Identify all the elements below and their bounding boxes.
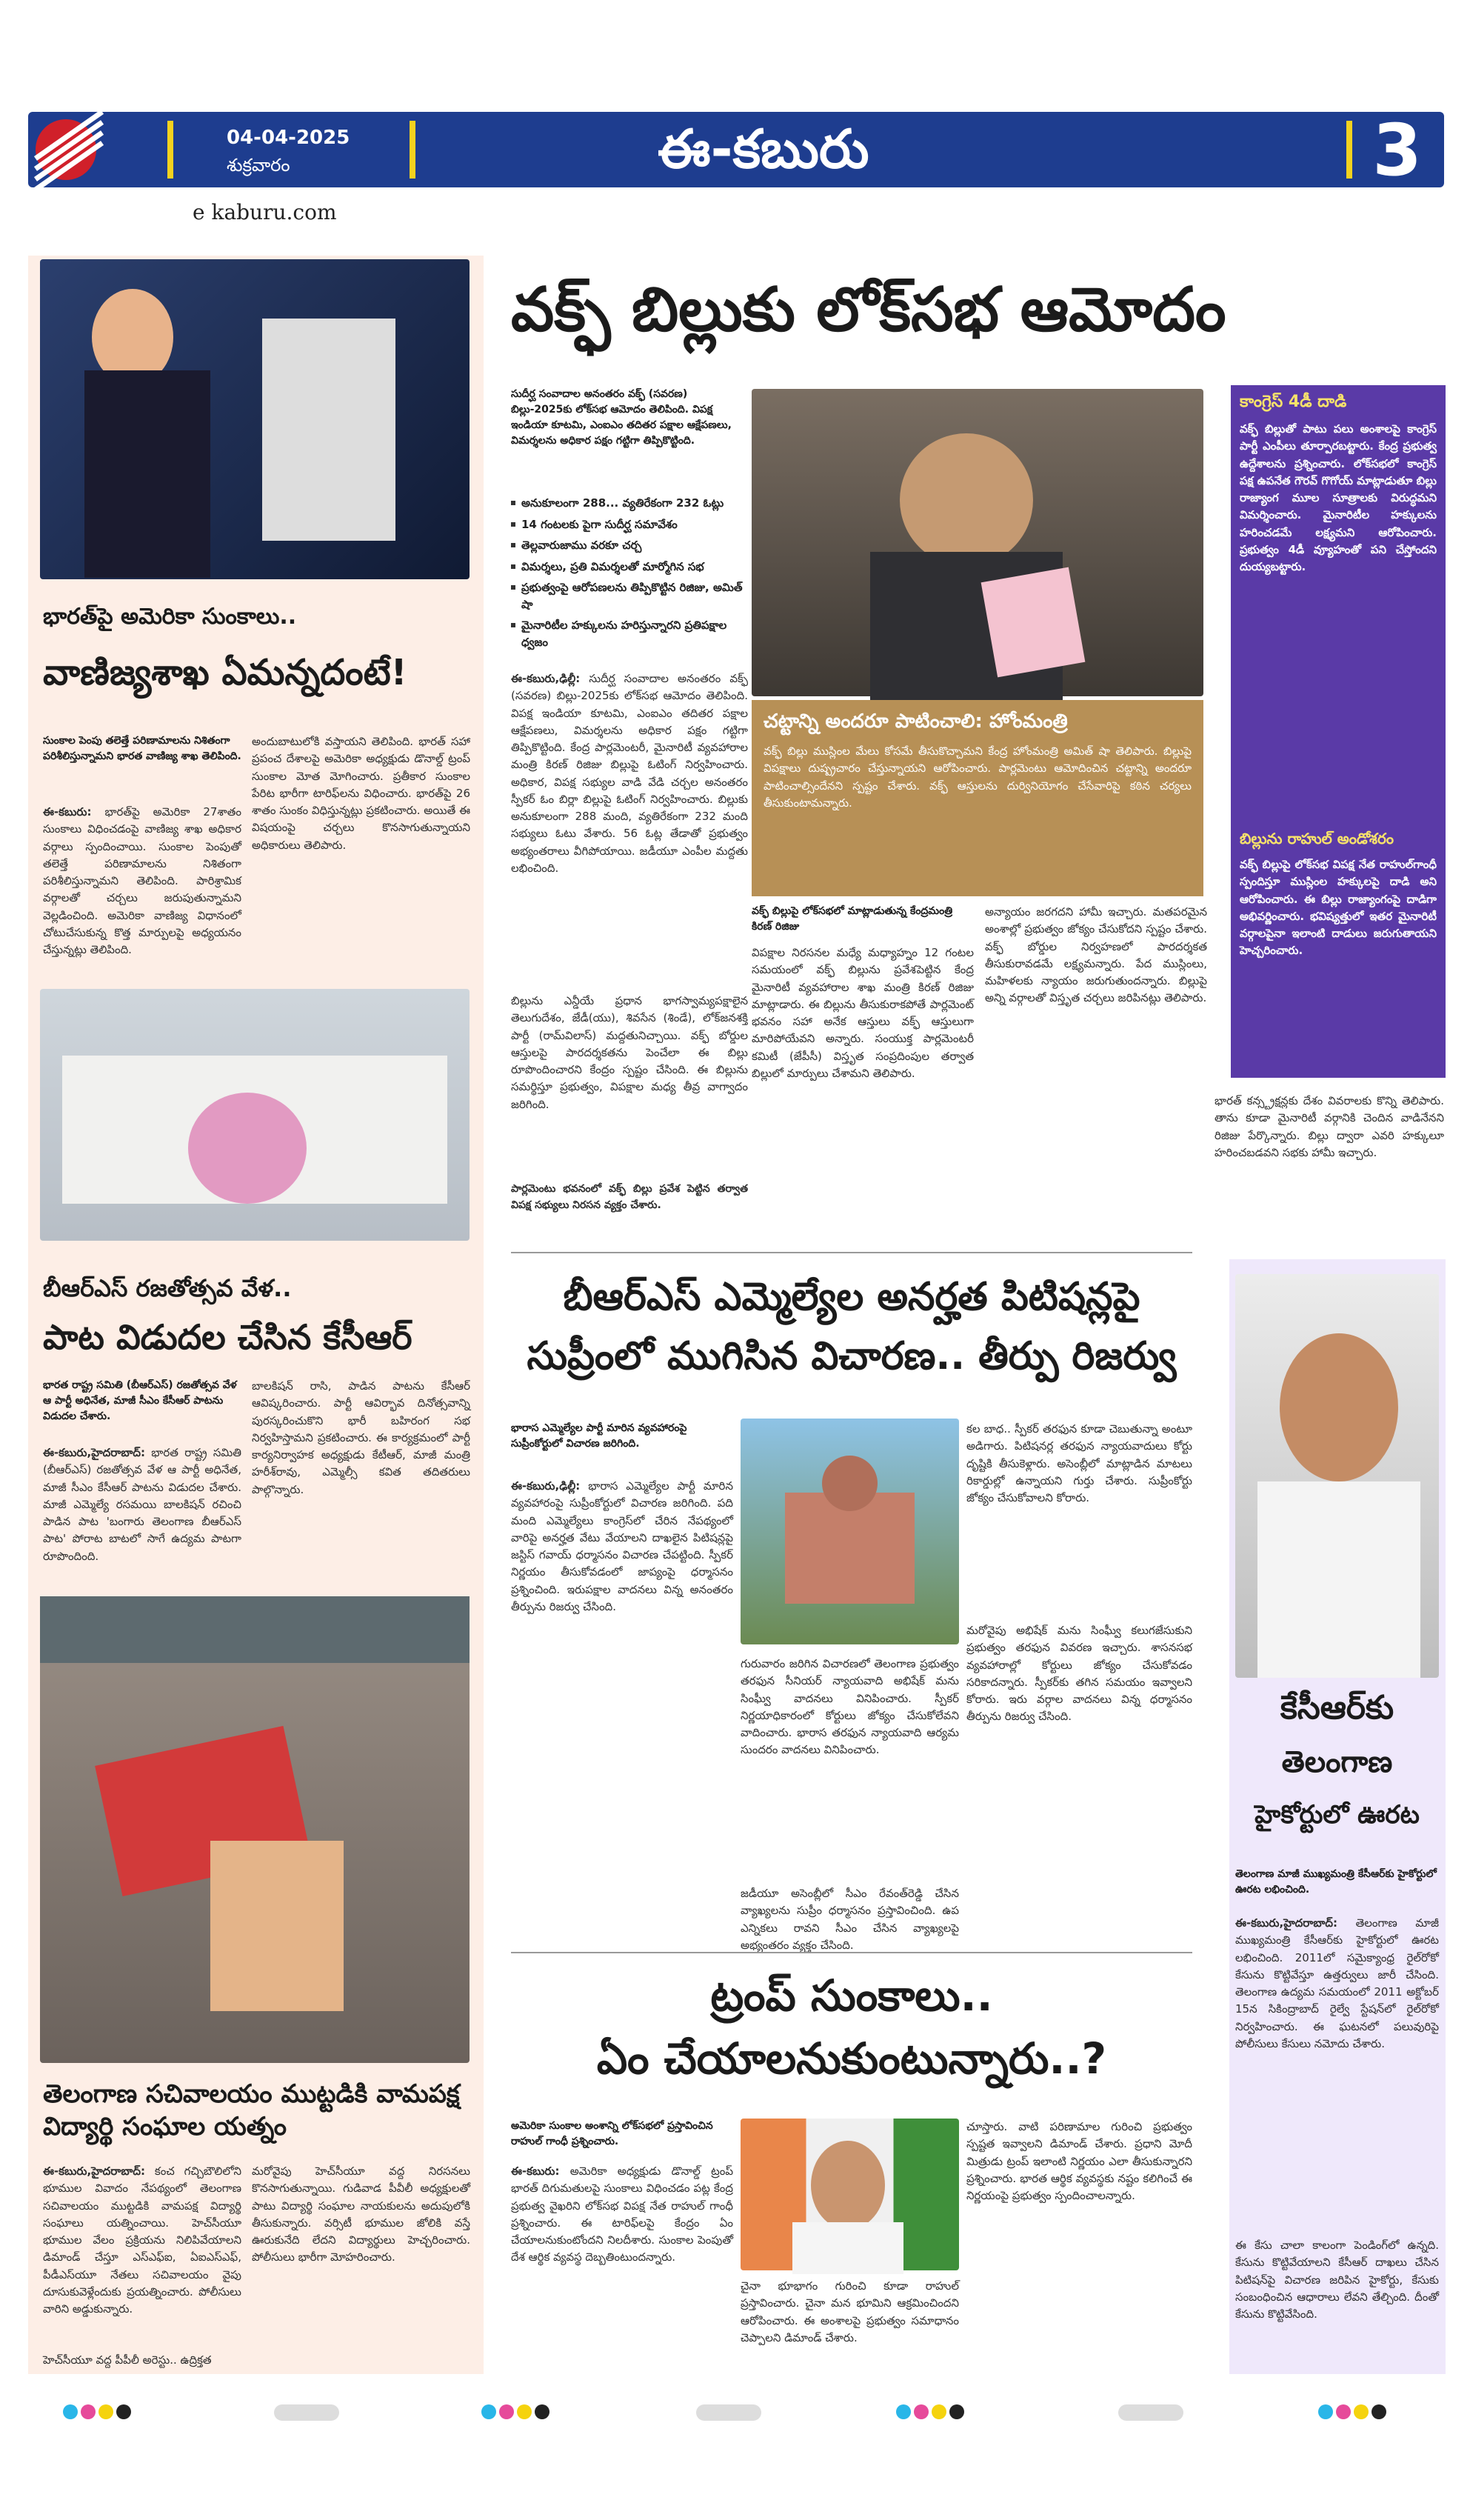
trump-body2: అందుబాటులోకి వస్తాయని తెలిపింది. భారత్ సహా ప్రపంచ దేశాలపై అమెరికా అధ్యక్షుడు డొనాల్డ్ ట్రంప్ సుంకాల మోత మోగించారు. ప్రతీకార సుంకాల పేరిట భారీగా టారిఫ్‌లను విధించారు. భారత్‌పై 26 శాతం సుంకం విధిస్తున్నట్లు ప్రకటించారు. అయితే ఈ విషయంపై చర్చలు కొనసాగుతున్నాయని అధికారులు తెలిపారు. xyxy=(252,735,470,852)
grey-bar xyxy=(696,2404,761,2421)
divider xyxy=(410,121,415,179)
kcr-song-lead: భారత రాష్ట్ర సమితి (బీఆర్ఎస్) రజతోత్సవ వేళ ఆ పార్టీ అధినేత, మాజీ సీఎం కేసీఆర్ పాటను విడుదల చేశారు. xyxy=(43,1379,237,1422)
secretariat-body: కంచ గచ్చిబౌలిలోని భూముల వివాదం నేపథ్యంలో తెలంగాణ సచివాలయం ముట్టడికి వామపక్ష విద్యార్థి సంఘాలు యత్నించాయి. హెచ్‌సీయూ భూముల వేలం ప్రక్రియను నిలిపివేయాలని డిమాండ్ చేస్తూ ఎస్ఎఫ్ఐ, ఏఐఎస్ఎఫ్, పీడీఎస్‌యూ నేతలు సచివాలయం వైపు దూసుకువెళ్లేందుకు ప్రయత్నించారు. పోలీసులు వారిని అడ్డుకున్నారు. xyxy=(43,2164,241,2316)
waqf-bullets xyxy=(511,495,748,655)
secretariat-byline: ఈ-కబురు,హైదరాబాద్: xyxy=(43,2164,145,2178)
quote-title: చట్టాన్ని అందరూ పాటించాలి: హోంమంత్రి xyxy=(764,710,1068,733)
site-url[interactable]: e kaburu.com xyxy=(193,200,337,224)
secretariat-body3: మరోవైపు హెచ్‌సీయూ వద్ద నిరసనలు కొనసాగుతున్నాయి. గుడివాడ పీవీలీ అధ్యక్షులతో పాటు విద్యార్థి సంఘాల నాయకులను అదుపులోకి తీసుకున్నారు. వర్సిటీ భూముల జోలికి వస్తే ఊరుకునేది లేదని విద్యార్థులు హెచ్చరించారు. పోలీసులు భారీగా మోహరించారు. xyxy=(252,2164,470,2264)
waqf-byline: ఈ-కబురు,ఢిల్లీ: xyxy=(511,672,581,685)
tariff-body3: చైనా భూభాగం గురించి కూడా రాహుల్ ప్రస్తావించారు. చైనా మన భూమిని ఆక్రమించిందని ఆరోపించారు. ఈ అంశాలపై ప్రభుత్వం సమాధానం చెప్పాలని డిమాండ్ చేశారు. xyxy=(741,2279,959,2344)
mla-headline2: సుప్రీంలో ముగిసిన విచారణ.. తీర్పు రిజర్వు xyxy=(527,1334,1177,1379)
tariff-byline: ఈ-కబురు: xyxy=(511,2164,560,2178)
waqf-col3-title: వక్ఫ్ బిల్లుపై లోక్‌సభలో మాట్లాడుతున్న కేంద్రమంత్రి కిరణ్ రిజిజు xyxy=(752,905,953,933)
rahul-photo xyxy=(741,2119,959,2270)
divider xyxy=(167,121,173,179)
trump-kicker: భారత్‌పై అమెరికా సుంకాలు.. xyxy=(43,604,297,630)
quote-box xyxy=(752,700,1203,896)
kcr-hc-headline3: హైకోర్టులో ఊరట xyxy=(1254,1800,1420,1830)
grey-bar xyxy=(274,2404,339,2421)
kcr-song-body: భారత రాష్ట్ర సమితి (బీఆర్ఎస్) రజతోత్సవ వేళ ఆ పార్టీ అధినేత, మాజీ సీఎం కేసీఆర్ పాటను విడుదల చేశారు. మాజీ ఎమ్మెల్యే రసమయి బాలకిషన్ రచించి పాడిన పాట 'బంగారు తెలంగాణ బీఆర్ఎస్ పాట' పోరాట బాటలో సాగే ఉద్యమ పాటగా రూపొందింది. xyxy=(43,1446,241,1563)
waqf-bullet: విమర్శలు, ప్రతి విమర్శలతో మార్మోగిన సభ xyxy=(511,559,748,576)
congress-body2: వక్ఫ్ బిల్లుపై లోక్‌సభ విపక్ష నేత రాహుల్‌గాంధీ స్పందిస్తూ ముస్లింల హక్కులపై దాడి అని ఆరోపించారు. ఈ బిల్లు రాజ్యాంగంపై దాడిగా అభివర్ణించారు. భవిష్యత్తులో ఇతర మైనారిటీ వర్గాలపైనా ఇలాంటి దాడులు జరుగుతాయని హెచ్చరించారు. xyxy=(1240,858,1437,958)
trump-photo xyxy=(40,259,470,579)
congress-box xyxy=(1231,385,1446,1078)
color-bar xyxy=(481,2404,549,2419)
waqf-lead: సుదీర్ఘ సంవాదాల అనంతరం వక్ఫ్ (సవరణ) బిల్లు-2025కు లోక్‌సభ ఆమోదం తెలిపింది. విపక్ష ఇండియా కూటమి, ఎంఐఎం తదితర పక్షాల ఆక్షేపణలు, విమర్శలను అధికార పక్షం గట్టిగా తిప్పికొట్టింది. xyxy=(511,388,732,447)
kcr-song-kicker: బీఆర్ఎస్ రజతోత్సవ వేళ.. xyxy=(43,1274,292,1302)
waqf-body1: సుదీర్ఘ సంవాదాల అనంతరం వక్ఫ్ (సవరణ) బిల్లు-2025కు లోక్‌సభ ఆమోదం తెలిపింది. విపక్ష ఇండియా కూటమి, ఎంఐఎం తదితర పక్షాల ఆక్షేపణలు, విమర్శలను అధికార పక్షం గట్టిగా తిప్పికొట్టింది. కేంద్ర పార్లమెంటరీ, మైనారిటీ వ్యవహారాల మంత్రి కిరణ్ రిజిజు బిల్లుపై ఓటింగ్ నిర్వహించారు. అధికార, విపక్ష సభ్యుల వాడి వేడి చర్చల అనంతరం స్పీకర్ ఓం బిర్లా బిల్లుపై ఓటింగ్ నిర్వహించారు. బిల్లుకు అనుకూలంగా 288 మంది, వ్యతిరేకంగా 232 మంది సభ్యులు ఓటు వేశారు. 56 ఓట్ల తేడాతో ప్రభుత్వం అభ్యంతరాలు వీగిపోయాయి. జడీయూ ఎంపీల మద్దతు లభించింది. xyxy=(511,672,748,875)
trump-byline: ఈ-కబురు: xyxy=(43,805,92,819)
divider xyxy=(1346,121,1352,179)
grey-bar xyxy=(1118,2404,1183,2421)
waqf-body2: బిల్లును ఎన్డీయే ప్రధాన భాగస్వామ్యపక్షాలైన తెలుగుదేశం, జేడీ(యు), శివసేన (శిండే), లోక్‌జనశక్తి పార్టీ (రామ్‌విలాస్) మద్దతునిచ్చాయి. వక్ఫ్ బోర్డుల ఆస్తులపై పారదర్శకతను పెంచేలా ఈ బిల్లు రూపొందించారని కేంద్రం స్పష్టం చేసింది. ఈ బిల్లును సమర్థిస్తూ ప్రభుత్వం, విపక్షాల మధ్య తీవ్ర వాగ్వాదం జరిగింది. xyxy=(511,994,748,1111)
congress-body: వక్ఫ్ బిల్లుతో పాటు పలు అంశాలపై కాంగ్రెస్ పార్టీ ఎంపీలు తూర్పారబట్టారు. కేంద్ర ప్రభుత్వ ఉద్దేశాలను ప్రశ్నించారు. లోక్‌సభలో కాంగ్రెస్ పక్ష ఉపనేత గౌరవ్ గొగోయ్ మాట్లాడుతూ బిల్లు రాజ్యాంగ మూల సూత్రాలకు విరుద్ధమని విమర్శించారు. మైనారిటీల హక్కులను హరించడమే లక్ష్యమని ఆరోపించారు. ప్రభుత్వం 4డీ వ్యూహంతో పని చేస్తోందని దుయ్యబట్టారు. xyxy=(1240,422,1437,573)
waqf-headline: వక్ఫ్ బిల్లుకు లోక్‌సభ ఆమోదం xyxy=(511,275,1226,345)
kcr-hc-lead: తెలంగాణ మాజీ ముఖ్యమంత్రి కేసీఆర్‌కు హైకోర్టులో ఊరట లభించింది. xyxy=(1235,1868,1437,1896)
protest-photo xyxy=(40,1596,470,2063)
waqf-bullet: తెల్లవారుజాము వరకూ చర్చ xyxy=(511,537,748,554)
tariff-body2: చూస్తారు. వాటి పరిణామాల గురించి ప్రభుత్వం స్పష్టత ఇవ్వాలని డిమాండ్ చేశారు. ప్రధాని మోదీ మిత్రుడు ట్రంప్ ఇలాంటి నిర్ణయం ఎలా తీసుకున్నారని ప్రశ్నించారు. భారత ఆర్థిక వ్యవస్థకు నష్టం కలిగించే ఈ నిర్ణయంపై ప్రభుత్వం స్పందించాలన్నారు. xyxy=(966,2120,1192,2202)
masthead xyxy=(28,109,1444,192)
trump-lead: సుంకాల పెంపు తలెత్తే పరిణామాలను నిశితంగా పరిశీలిస్తున్నామని భారత వాణిజ్య శాఖ తెలిపింది. xyxy=(43,735,241,762)
kcr-song-headline: పాట విడుదల చేసిన కేసీఆర్ xyxy=(43,1317,412,1357)
tariff-lead: అమెరికా సుంకాల అంశాన్ని లోక్‌సభలో ప్రస్తావించిన రాహుల్ గాంధీ ప్రశ్నించారు. xyxy=(511,2120,713,2147)
mla-body2: గురువారం జరిగిన విచారణలో తెలంగాణ ప్రభుత్వం తరఫున సీనియర్ న్యాయవాది అభిషేక్ మను సింఘ్వీ వాదనలు వినిపించారు. స్పీకర్ నిర్ణయాధికారంలో కోర్టులు జోక్యం చేసుకోలేవని వాదించారు. భారాస తరఫున న్యాయవాది ఆర్యమ సుందరం వాదనలు వినిపించారు. xyxy=(741,1657,959,1757)
kcr-hc-headline1: కేసీఆర్‌కు xyxy=(1280,1689,1394,1727)
mla-body3: జడీయూ అసెంబ్లీలో సీఎం రేవంత్‌రెడ్డి చేసిన వ్యాఖ్యలను సుప్రీం ధర్మాసనం ప్రస్తావించింది. ఉప ఎన్నికలు రావని సీఎం చేసిన వ్యాఖ్యలపై అభ్యంతరం వ్యక్తం చేసింది. xyxy=(741,1887,959,1952)
trump-body: భారత్‌పై అమెరికా 27శాతం సుంకాలు విధించడంపై వాణిజ్య శాఖ అధికార వర్గాలు స్పందించాయి. సుంకాల పెంపుతో తలెత్తే పరిణామాలను నిశితంగా పరిశీలిస్తున్నామని తెలిపింది. పారిశ్రామిక వర్గాలతో చర్చలు జరుపుతున్నామని వెల్లడించింది. అమెరికా వాణిజ్య విధానంలో చోటుచేసుకున్న కొత్త మార్పులపై అధ్యయనం చేస్తున్నట్లు తెలిపింది. xyxy=(43,805,241,956)
tariff-body: అమెరికా అధ్యక్షుడు డొనాల్డ్ ట్రంప్ భారత్ దిగుమతులపై సుంకాలు విధించడం పట్ల కేంద్ర ప్రభుత్వ వైఖరిని లోక్‌సభ విపక్ష నేత రాహుల్ గాంధీ ప్రశ్నించారు. ఈ టారిఫ్‌లపై కేంద్రం ఏం చేయాలనుకుంటోందని నిలదీశారు. సుంకాల పెంపుతో దేశ ఆర్థిక వ్యవస్థ దెబ్బతింటుందన్నారు. xyxy=(511,2164,733,2264)
congress-title: కాంగ్రెస్ 4డీ దాడి xyxy=(1240,393,1347,411)
color-bar xyxy=(1318,2404,1386,2419)
mla-body: భారాస ఎమ్మెల్యేల పార్టీ మారిన వ్యవహారంపై సుప్రీంకోర్టులో విచారణ జరిగింది. పది మంది ఎమ్మెల్యేలు కాంగ్రెస్‌లో చేరిన నేపథ్యంలో వారిపై అనర్హత వేటు వేయాలని దాఖలైన పిటిషన్లపై జస్టిస్ గవాయ్ ధర్మాసనం విచారణ చేపట్టింది. స్పీకర్ నిర్ణయం తీసుకోవడంలో జాప్యంపై ధర్మాసనం ప్రశ్నించింది. ఇరుపక్షాల వాదనలు విన్న అనంతరం తీర్పును రిజర్వు చేసింది. xyxy=(511,1479,733,1613)
brand-title: ఈ-కబురు xyxy=(658,118,869,180)
color-bar xyxy=(896,2404,964,2419)
section-rule xyxy=(511,1252,1192,1253)
secretariat-body2: హెచ్‌సీయూ వద్ద పీపీలీ అరెస్టు.. ఉద్రిక్తత xyxy=(43,2353,212,2367)
rijiju-photo xyxy=(752,389,1203,696)
kcr-hc-byline: ఈ-కబురు,హైదరాబాద్: xyxy=(1235,1916,1337,1930)
kcr-song-body2: బాలకిషన్ రాసి, పాడిన పాటను కేసీఆర్ ఆవిష్కరించారు. పార్టీ ఆవిర్భావ దినోత్సవాన్ని పురస్కరించుకొని భారీ బహిరంగ సభ నిర్వహిస్తామని ప్రకటించారు. ఈ కార్యక్రమంలో పార్టీ కార్యనిర్వాహక అధ్యక్షుడు కేటీఆర్, మాజీ మంత్రి హరీశ్‌రావు, ఎమ్మెల్సీ కవిత తదితరులు పాల్గొన్నారు. xyxy=(252,1379,470,1496)
section-rule xyxy=(511,1952,1192,1953)
waqf-body3: పార్లమెంటు భవనంలో వక్ఫ్ బిల్లు ప్రవేశ పెట్టిన తర్వాత విపక్ష సభ్యులు నిరసన వ్యక్తం చేశారు. xyxy=(511,1183,748,1211)
edition-date: 04-04-2025 xyxy=(227,127,350,149)
color-bar xyxy=(63,2404,131,2419)
waqf-bullet: ప్రభుత్వంపై ఆరోపణలను తిప్పికొట్టిన రిజిజు, అమిత్ షా xyxy=(511,579,748,613)
mla-body5: మరోవైపు అభిషేక్ మను సింఘ్వీ కలుగజేసుకుని ప్రభుత్వం తరఫున వివరణ ఇచ్చారు. శాసనసభ వ్యవహారాల్లో కోర్టులు జోక్యం చేసుకోవడం సరికాదన్నారు. స్పీకర్‌కు తగిన సమయం ఇవ్వాలని కోరారు. ఇరు వర్గాల వాదనలు విన్న ధర్మాసనం తీర్పును రిజర్వు చేసింది. xyxy=(966,1624,1192,1724)
kcr-photo xyxy=(1235,1274,1439,1678)
edition-day: శుక్రవారం xyxy=(227,155,290,176)
kcr-hc-headline2: తెలంగాణ xyxy=(1281,1745,1393,1779)
supreme-court-photo xyxy=(741,1419,959,1644)
page-number: 3 xyxy=(1372,109,1422,192)
tariff-headline2: ఏం చేయాలనుకుంటున్నారు..? xyxy=(596,2033,1107,2084)
trump-headline: వాణిజ్యశాఖ ఏమన్నదంటే! xyxy=(43,652,407,693)
waqf-bullet: అనుకూలంగా 288... వ్యతిరేకంగా 232 ఓట్లు xyxy=(511,495,748,512)
kcr-song-byline: ఈ-కబురు,హైదరాబాద్: xyxy=(43,1446,145,1459)
mla-lead: భారాస ఎమ్మెల్యేల పార్టీ మారిన వ్యవహారంపై సుప్రీంకోర్టులో విచారణ జరిగింది. xyxy=(511,1422,687,1450)
mla-byline: ఈ-కబురు,ఢిల్లీ: xyxy=(511,1479,581,1493)
kcr-hc-body2: ఈ కేసు చాలా కాలంగా పెండింగ్‌లో ఉన్నది. కేసును కొట్టివేయాలని కేసీఆర్ దాఖలు చేసిన పిటిషన్‌పై విచారణ జరిపిన హైకోర్టు, కేసుకు సంబంధించిన ఆధారాలు లేవని తేల్చింది. దీంతో కేసును కొట్టివేసింది. xyxy=(1235,2239,1439,2321)
logo-icon xyxy=(36,119,96,180)
mla-headline1: బీఆర్ఎస్ ఎమ్మెల్యేల అనర్హత పిటిషన్లపై xyxy=(563,1275,1140,1319)
waqf-bullet: మైనారిటీల హక్కులను హరిస్తున్నారని ప్రతిపక్షాల ధ్వజం xyxy=(511,617,748,650)
mla-body4: కల బాధ.. స్పీకర్ తరఫున కూడా చెబుతున్నా అంటూ అడిగారు. పిటిషనర్ల తరఫున న్యాయవాదులు కోర్టు దృష్టికి తీసుకెళ్లారు. అసెంబ్లీలో మాట్లాడిన మాటలు రికార్డుల్లో ఉన్నాయని గుర్తు చేశారు. సుప్రీంకోర్టు జోక్యం చేసుకోవాలని కోరారు. xyxy=(966,1422,1192,1504)
quote-body: వక్ఫ్ బిల్లు ముస్లింల మేలు కోసమే తీసుకొచ్చామని కేంద్ర హోంమంత్రి అమిత్ షా తెలిపారు. బిల్లుపై విపక్షాలు దుష్ప్రచారం చేస్తున్నాయని ఆరోపించారు. పార్లమెంటు ఆమోదించిన చట్టాన్ని అందరూ పాటించాల్సిందేనని స్పష్టం చేశారు. వక్ఫ్ ఆస్తులను దుర్వినియోగం చేసేవారిపై కఠిన చర్యలు తీసుకుంటామన్నారు. xyxy=(764,744,1192,810)
waqf-col4-body2: భారత్ కన్స్ట్రక్షన్లకు దేశం వివరాలకు కొన్ని తెలిపారు. తాను కూడా మైనారిటీ వర్గానికి చెందిన వాడినేనని రిజిజు పేర్కొన్నారు. బిల్లు ద్వారా ఎవరి హక్కులూ హరించబడవని సభకు హామీ ఇచ్చారు. xyxy=(1215,1094,1444,1159)
tariff-headline1: ట్రంప్ సుంకాలు.. xyxy=(710,1970,993,2021)
waqf-col3-body: విపక్షాల నిరసనల మధ్యే మధ్యాహ్నం 12 గంటల సమయంలో వక్ఫ్ బిల్లును ప్రవేశపెట్టిన కేంద్ర మైనారిటీ వ్యవహారాల శాఖ మంత్రి కిరణ్ రిజిజు మాట్లాడారు. ఈ బిల్లును తీసుకురాకపోతే పార్లమెంట్ భవనం సహా అనేక ఆస్తులు వక్ఫ్ ఆస్తులుగా మారిపోయేవని అన్నారు. సంయుక్త పార్లమెంటరీ కమిటీ (జేపీసీ) విస్తృత సంప్రదింపుల తర్వాత బిల్లులో మార్పులు చేశామని తెలిపారు. xyxy=(752,946,974,1080)
waqf-col4-body: అన్యాయం జరగదని హామీ ఇచ్చారు. మతపరమైన అంశాల్లో ప్రభుత్వం జోక్యం చేసుకోదని స్పష్టం చేశారు. వక్ఫ్ బోర్డుల నిర్వహణలో పారదర్శకత తీసుకురావడమే లక్ష్యమన్నారు. పేద ముస్లింలు, మహిళలకు న్యాయం జరుగుతుందన్నారు. బిల్లుపై అన్ని వర్గాలతో విస్తృత చర్చలు జరిపినట్లు తెలిపారు. xyxy=(985,905,1207,1005)
waqf-bullet: 14 గంటలకు పైగా సుదీర్ఘ సమావేశం xyxy=(511,516,748,533)
kcr-hc-body: తెలంగాణ మాజీ ముఖ్యమంత్రి కేసీఆర్‌కు హైకోర్టులో ఊరట లభించింది. 2011లో సమైక్యాంధ్ర రైల్‌రోకో కేసును కొట్టివేస్తూ ఉత్తర్వులు జారీ చేసింది. తెలంగాణ ఉద్యమ సమయంలో 2011 అక్టోబర్ 15న సికింద్రాబాద్ రైల్వే స్టేషన్‌లో రైల్‌రోకో నిర్వహించారు. ఈ ఘటనలో పలువురిపై పోలీసులు కేసులు నమోదు చేశారు. xyxy=(1235,1916,1439,2050)
secretariat-headline: తెలంగాణ సచివాలయం ముట్టడికి వామపక్ష విద్యార్థి సంఘాల యత్నం xyxy=(43,2079,460,2142)
congress-title2: బిల్లును రాహుల్ అండోశరం xyxy=(1240,830,1394,847)
kcr-song-photo xyxy=(40,989,470,1241)
